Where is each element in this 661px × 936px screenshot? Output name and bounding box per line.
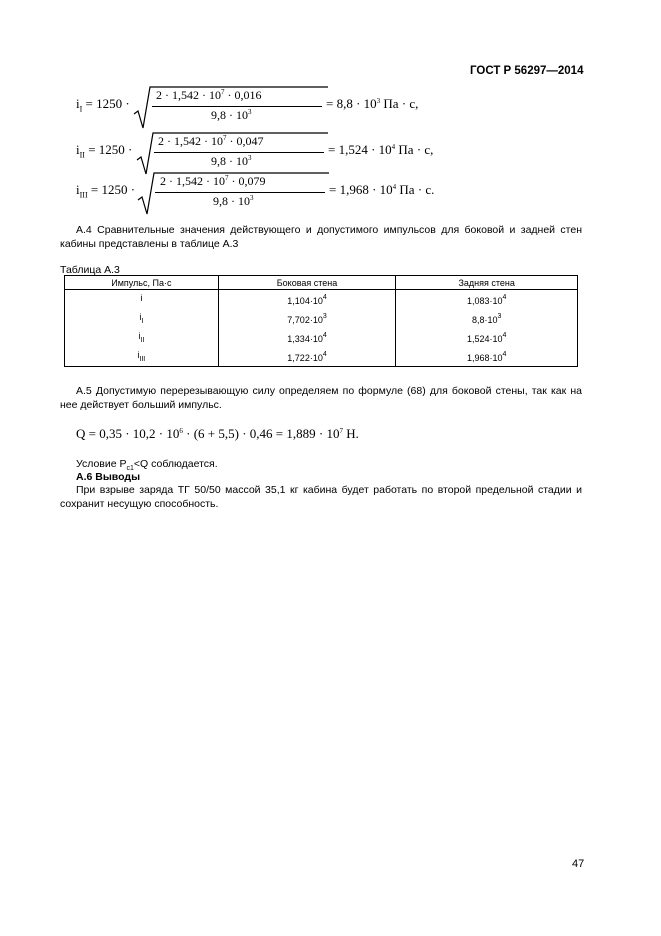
formula-result: = $8,8 \cdot 10^3$ Па · с, [326, 96, 419, 111]
formula-numerator: $2 \cdot 1,542 \cdot 10^7 \cdot 0,079$ [160, 174, 266, 188]
impulse-table [64, 275, 578, 367]
side-wall-cell: $1,104\cdot 10^4$ [218, 290, 396, 310]
fraction-bar [152, 106, 322, 107]
column-header-impulse: Импульс, Па·с [65, 276, 219, 290]
paragraph-conclusion: При взрыве заряда ТГ 50/50 массой 35,1 кг кабина будет работать по второй предельной стадии и сохранит несущую способность. [60, 484, 582, 510]
impulse-symbol-cell: i [65, 290, 219, 310]
page-number: 47 [572, 858, 585, 870]
side-wall-cell: $1,334\cdot 10^4$ [218, 328, 396, 347]
table-header-row [65, 276, 578, 290]
formula-denominator: $9,8 \cdot 10^3$ [211, 108, 252, 122]
table-row [65, 290, 578, 310]
section-heading-a6: А.6 Выводы [76, 471, 141, 483]
formula-numerator: $2 \cdot 1,542 \cdot 10^7 \cdot 0,047$ [158, 134, 264, 148]
formula-denominator: $9,8 \cdot 10^3$ [211, 154, 252, 168]
document-code: ГОСТ Р 56297—2014 [470, 65, 584, 77]
formula-result: = $1,968 \cdot 10^4$ Па · с. [329, 182, 435, 197]
side-wall-cell: $7,702\cdot 10^3$ [218, 309, 396, 328]
formula-numerator: $2 \cdot 1,542 \cdot 10^7 \cdot 0,016$ [156, 88, 262, 102]
table-caption: Таблица А.3 [60, 264, 120, 276]
side-wall-cell: $1,722\cdot 10^4$ [218, 347, 396, 367]
table-row [65, 347, 578, 367]
formula-result: = $1,524 \cdot 10^4$ Па · с, [328, 142, 434, 157]
paragraph-a4: А.4 Сравнительные значения действующего и допустимого импульсов для боковой и задней стен кабины представлены в таблице А.3 [60, 224, 582, 250]
fraction-bar [154, 152, 324, 153]
formula-denominator: $9,8 \cdot 10^3$ [213, 194, 254, 208]
paragraph-a5: А.5 Допустимую перерезывающую силу определяем по формуле (68) для боковой стены, так как на нее действует больший импульс. [60, 385, 582, 411]
impulse-symbol-cell: $i_{III}$ [65, 347, 219, 367]
fraction-bar [155, 192, 325, 193]
condition-text: Условие $P_{c1}<Q$ соблюдается. [76, 458, 218, 473]
back-wall-cell: $1,524\cdot 10^4$ [396, 328, 578, 347]
column-header-back-wall: Задняя стена [396, 276, 578, 290]
table-row [65, 328, 578, 347]
formula-lhs: $i_{II} = 1250$ · [76, 142, 133, 160]
table-row [65, 309, 578, 328]
shear-force-formula: $Q = 0,35 \cdot 10,2 \cdot 10^6 \cdot (6 + 5,5) \cdot 0,46 = 1,889 \cdot 10^7$ Н. [76, 426, 359, 441]
column-header-side-wall: Боковая стена [218, 276, 396, 290]
formula-lhs: $i_I = 1250$ · [76, 96, 130, 114]
back-wall-cell: $1,083\cdot 10^4$ [396, 290, 578, 310]
back-wall-cell: $1,968\cdot 10^4$ [396, 347, 578, 367]
impulse-symbol-cell: $i_I$ [65, 309, 219, 328]
back-wall-cell: $8,8\cdot 10^3$ [396, 309, 578, 328]
formula-lhs: $i_{III} = 1250$ · [76, 182, 136, 200]
impulse-symbol-cell: $i_{II}$ [65, 328, 219, 347]
